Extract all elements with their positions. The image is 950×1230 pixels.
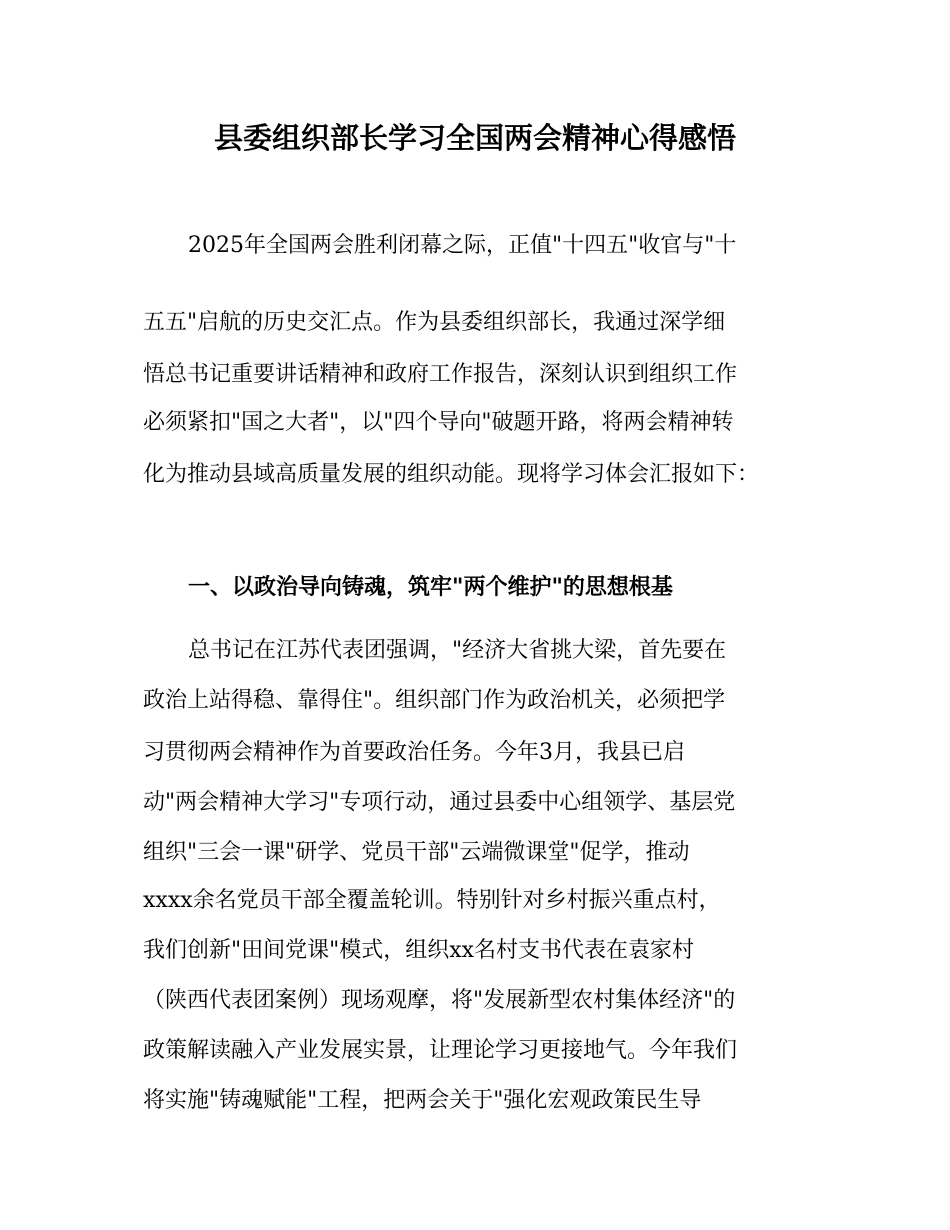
- paragraph-line: 总书记在江苏代表团强调，"经济大省挑大梁，首先要在: [188, 638, 727, 663]
- paragraph-line: 习贯彻两会精神作为首要政治任务。今年3月，我县已启: [143, 740, 685, 765]
- paragraph-line: 我们创新"田间党课"模式，组织xx名村支书代表在袁家村: [143, 938, 695, 963]
- section-heading: 一、以政治导向铸魂，筑牢"两个维护"的思想根基: [188, 575, 673, 600]
- paragraph-line: 组织"三会一课"研学、党员干部"云端微课堂"促学，推动: [143, 840, 690, 865]
- intro-line: 必须紧扣"国之大者"，以"四个导向"破题开路，将两会精神转: [143, 410, 734, 435]
- paragraph-line: 将实施"铸魂赋能"工程，把两会关于"强化宏观政策民生导: [143, 1088, 702, 1113]
- paragraph-line: 政治上站得稳、靠得住"。组织部门作为政治机关，必须把学: [143, 688, 726, 713]
- paragraph-line: （陕西代表团案例）现场观摩，将"发展新型农村集体经济"的: [143, 988, 736, 1013]
- paragraph-line: 政策解读融入产业发展实景，让理论学习更接地气。今年我们: [143, 1038, 738, 1063]
- intro-line: 悟总书记重要讲话精神和政府工作报告，深刻认识到组织工作: [143, 362, 738, 387]
- intro-line: 五五"启航的历史交汇点。作为县委组织部长，我通过深学细: [143, 310, 726, 335]
- document-title: 县委组织部长学习全国两会精神心得感悟: [213, 121, 736, 155]
- intro-line: 2025年全国两会胜利闭幕之际，正值"十四五"收官与"十: [188, 233, 737, 258]
- intro-line: 化为推动县域高质量发展的组织动能。现将学习体会汇报如下：: [143, 462, 760, 487]
- paragraph-line: 动"两会精神大学习"专项行动，通过县委中心组领学、基层党: [143, 790, 736, 815]
- paragraph-line: xxxx余名党员干部全覆盖轮训。特别针对乡村振兴重点村，: [143, 888, 721, 913]
